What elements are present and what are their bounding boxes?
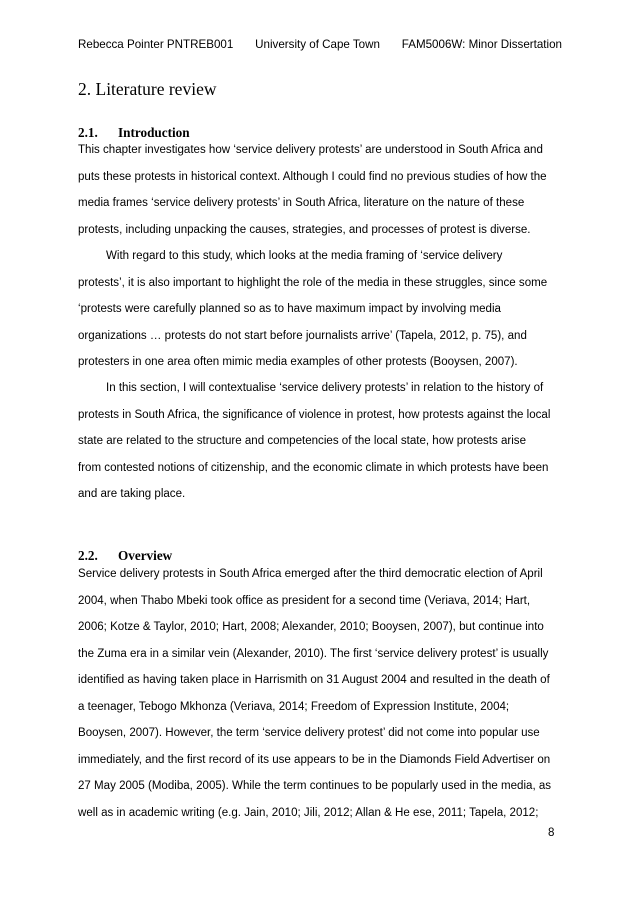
intro-paragraph-2	[78, 243, 564, 376]
text-line: a teenager, Tebogo Mkhonza (Veriava, 2014; Freedom of Expression Institute, 2004;	[78, 700, 510, 713]
subsection-title: Overview	[118, 548, 173, 563]
text-line: identified as having taken place in Harrismith on 31 August 2004 and resulted in the death of	[78, 674, 550, 686]
text-line: state are related to the structure and competencies of the local state, how protests arise	[78, 435, 527, 447]
text-line: This chapter investigates how ‘service delivery protests’ are understood in South Africa and	[78, 144, 543, 156]
page-number: 8	[548, 826, 555, 839]
text-line: Service delivery protests in South Africa emerged after the third democratic election of April	[78, 568, 543, 580]
text-line: protests in South Africa, the significance of violence in protest, how protests against the local	[78, 408, 551, 421]
header-course: FAM5006W: Minor Dissertation	[401, 38, 562, 51]
text-line: the Zuma era in a similar vein (Alexander, 2010). The first ‘service delivery protest’ is usually	[78, 647, 549, 660]
intro-paragraph-3	[78, 375, 564, 508]
section-title: 2. Literature review	[78, 79, 217, 99]
header-author: Rebecca Pointer PNTREB001	[78, 38, 234, 51]
text-line: organizations … protests do not start before journalists arrive’ (Tapela, 2012, p. 75), and	[78, 329, 527, 342]
text-line: 27 May 2005 (Modiba, 2005). While the term continues to be popularly used in the media, as	[78, 780, 552, 792]
subsection-number: 2.1.	[78, 125, 98, 140]
text-line: protests’, it is also important to highlight the role of the media in these struggles, since some	[78, 276, 548, 289]
text-line: 2004, when Thabo Mbeki took office as president for a second time (Veriava, 2014; Hart,	[78, 594, 531, 607]
text-line: ‘protests were carefully planned so as to have maximum impact by involving media	[78, 303, 501, 315]
text-line: With regard to this study, which looks at the media framing of ‘service delivery	[106, 250, 503, 262]
subsection-number: 2.2.	[78, 548, 98, 563]
text-line: 2006; Kotze & Taylor, 2010; Hart, 2008; Alexander, 2010; Booysen, 2007), but continue into	[78, 621, 544, 633]
text-line: puts these protests in historical context. Although I could find no previous studies of how the	[78, 170, 547, 183]
text-line: from contested notions of citizenship, and the economic climate in which protests have been	[78, 461, 549, 474]
text-line: and are taking place.	[78, 488, 186, 500]
text-line: media frames ‘service delivery protests’ in South Africa, literature on the nature of these	[78, 197, 525, 209]
subsection-title: Introduction	[118, 125, 190, 140]
intro-paragraph-1	[78, 137, 564, 243]
header-institution: University of Cape Town	[255, 38, 380, 51]
text-line: Booysen, 2007). However, the term ‘service delivery protest’ did not come into popular use	[78, 727, 540, 739]
text-line: In this section, I will contextualise ‘service delivery protests’ in relation to the history of	[106, 382, 544, 394]
text-line: protests, including unpacking the causes, strategies, and processes of protest is diverse.	[78, 223, 531, 236]
text-line: protesters in one area often mimic media examples of other protests (Booysen, 2007).	[78, 356, 518, 368]
overview-paragraph-1	[78, 561, 564, 826]
running-header	[78, 38, 562, 51]
text-line: well as in academic writing (e.g. Jain, 2010; Jili, 2012; Allan & He ese, 2011; Tapela, 2012;	[78, 806, 539, 819]
text-line: immediately, and the first record of its use appears to be in the Diamonds Field Advertiser on	[78, 753, 551, 766]
